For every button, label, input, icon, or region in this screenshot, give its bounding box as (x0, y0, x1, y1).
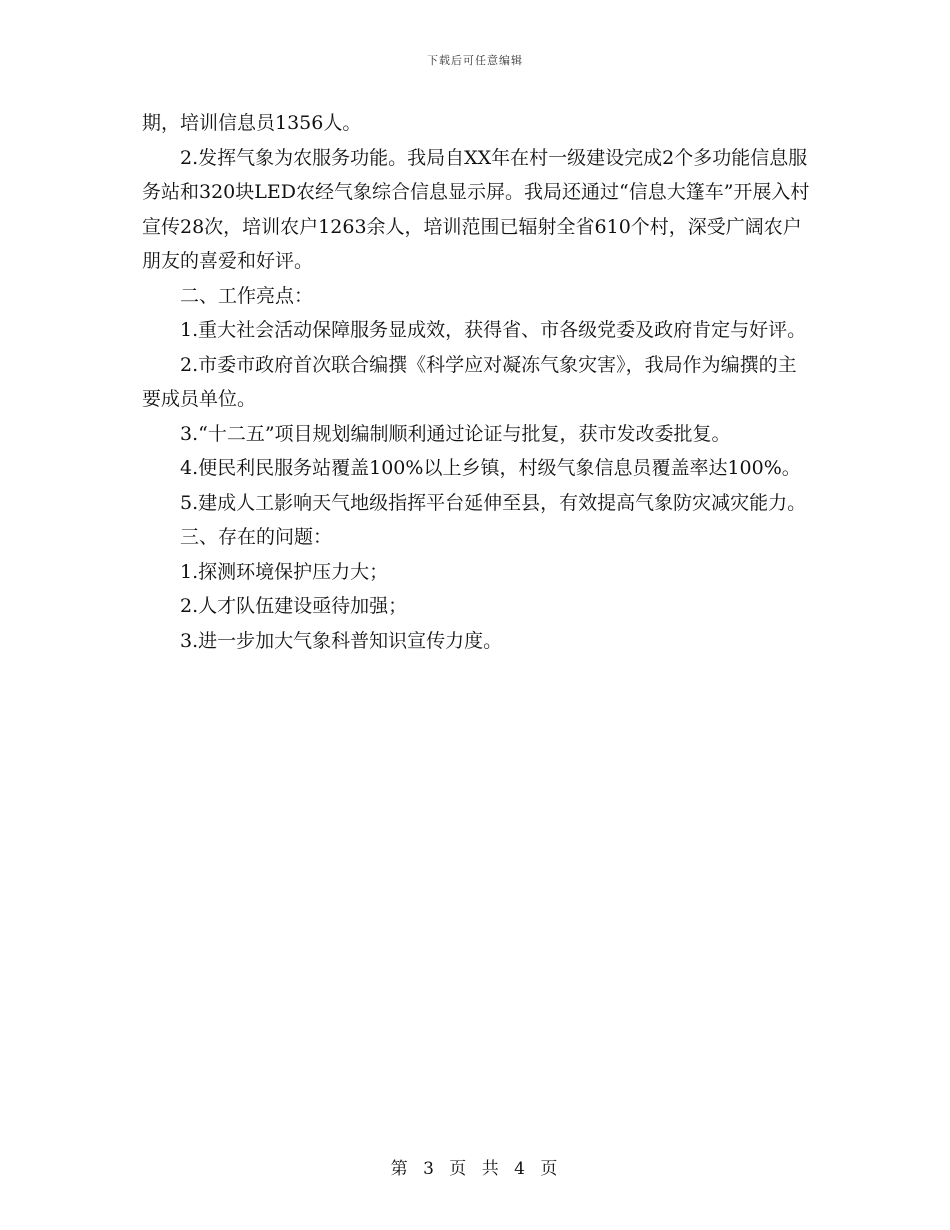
highlight-item-3: 3.“十二五”项目规划编制顺利通过论证与批复，获市发改委批复。 (180, 422, 731, 445)
problem-item-1: 1.探测环境保护压力大； (180, 560, 389, 583)
paragraph-1: 期，培训信息员1356人。 (142, 112, 362, 134)
problem-item-2: 2.人才队伍建设亟待加强； (180, 595, 408, 617)
paragraph-2: 2.发挥气象为农服务功能。我局自XX年在村一级建设完成2个多功能信息服务站和320块LED农经气象综合信息显示屏。我局还通过“信息大篷车”开展入村宣传28次，培训农户1263余人，培训范围已辐射全省610个村，深受广阔农户朋友的喜爱和好评。 (142, 146, 810, 272)
total-pages-number: 4 (514, 1159, 527, 1179)
footer-total-word: 共 (481, 1159, 501, 1179)
footer-page-word: 页 (449, 1159, 469, 1179)
document-body (142, 106, 810, 658)
highlight-item-5: 5.建成人工影响天气地级指挥平台延伸至县，有效提高气象防灾减灾能力。 (180, 491, 807, 514)
footer-prefix: 第 (390, 1159, 410, 1179)
highlight-item-4: 4.便民利民服务站覆盖100%以上乡镇，村级气象信息员覆盖率达100%。 (180, 457, 801, 479)
highlight-item-2: 2.市委市政府首次联合编撰《科学应对凝冻气象灾害》，我局作为编撰的主要成员单位。 (142, 353, 797, 410)
current-page-number: 3 (423, 1159, 436, 1179)
section-heading-highlights: 二、工作亮点： (180, 284, 314, 307)
section-heading-problems: 三、存在的问题： (180, 526, 333, 548)
page-footer (0, 1154, 950, 1179)
page-header: 下载后可任意编辑 (427, 54, 523, 67)
highlight-item-1: 1.重大社会活动保障服务显成效，获得省、市各级党委及政府肯定与好评。 (180, 319, 807, 341)
problem-item-3: 3.进一步加大气象科普知识宣传力度。 (180, 629, 503, 652)
footer-suffix: 页 (540, 1159, 560, 1179)
